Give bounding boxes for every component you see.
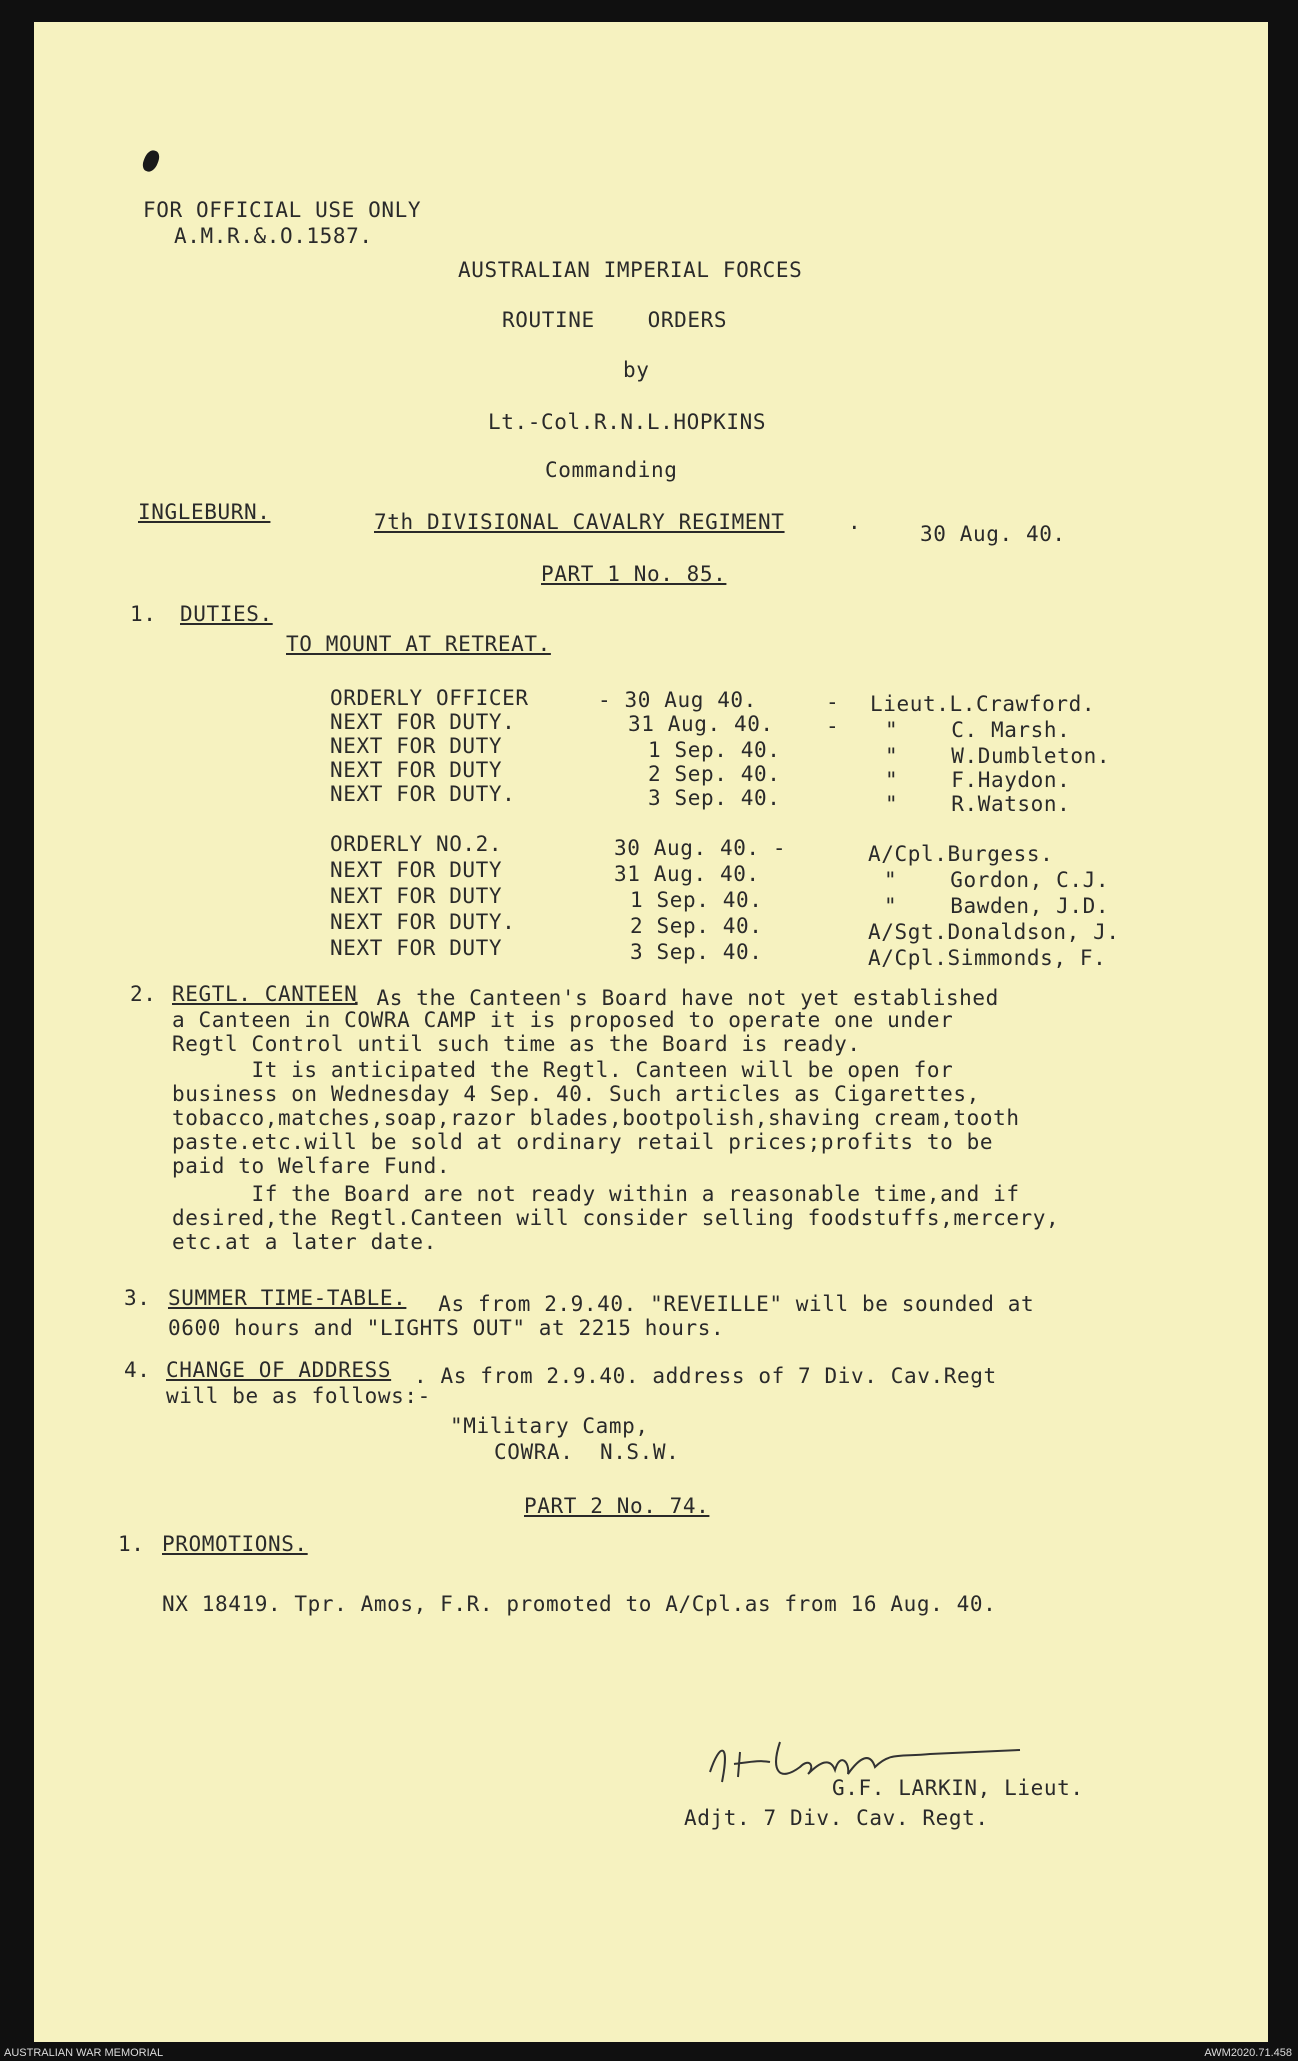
- canteen-line: business on Wednesday 4 Sep. 40. Such articles as Cigarettes,: [172, 1082, 980, 1106]
- archive-reference: AWM2020.71.458: [1204, 2047, 1292, 2059]
- duties-number: 1.: [130, 602, 157, 626]
- orderly-role: ORDERLY NO.2.: [330, 832, 503, 856]
- classification: FOR OFFICIAL USE ONLY: [143, 198, 422, 222]
- period: .: [848, 510, 862, 534]
- officer-date: 31 Aug. 40.: [628, 712, 774, 736]
- summer-line: As from 2.9.40. "REVEILLE" will be sounded at: [425, 1292, 1035, 1316]
- officer-name: " C. Marsh.: [885, 718, 1071, 742]
- address-number: 4.: [124, 1358, 151, 1382]
- canteen-line: a Canteen in COWRA CAMP it is proposed to operate one under: [172, 1008, 954, 1032]
- orderly-role: NEXT FOR DUTY: [330, 884, 503, 908]
- orderly-date: 1 Sep. 40.: [630, 888, 763, 912]
- part2-heading: PART 2 No. 74.: [524, 1494, 710, 1518]
- summer-number: 3.: [124, 1286, 151, 1310]
- officer-name: " R.Watson.: [885, 792, 1071, 816]
- orderly-date: 30 Aug. 40. -: [614, 836, 787, 860]
- officer-role: NEXT FOR DUTY.: [330, 710, 516, 734]
- officer-date: - 30 Aug 40.: [598, 688, 757, 712]
- address-line: will be as follows:-: [166, 1384, 431, 1408]
- summer-line: 0600 hours and "LIGHTS OUT" at 2215 hours.: [168, 1316, 725, 1340]
- promotion-entry: NX 18419. Tpr. Amos, F.R. promoted to A/Cpl.as from 16 Aug. 40.: [162, 1592, 997, 1616]
- canteen-line: . As the Canteen's Board have not yet established: [350, 986, 999, 1010]
- officer-date: 3 Sep. 40.: [648, 786, 781, 810]
- unit-name: 7th DIVISIONAL CAVALRY REGIMENT: [374, 510, 785, 534]
- canteen-line: etc.at a later date.: [172, 1230, 437, 1254]
- location: INGLEBURN.: [138, 500, 271, 524]
- officer-dash: -: [826, 690, 840, 714]
- canteen-title: REGTL. CANTEEN: [172, 982, 358, 1006]
- canteen-line: desired,the Regtl.Canteen will consider selling foodstuffs,mercery,: [172, 1206, 1060, 1230]
- orderly-date: 3 Sep. 40.: [630, 940, 763, 964]
- canteen-line: paste.etc.will be sold at ordinary retail prices;profits to be: [172, 1130, 994, 1154]
- address-line: "Military Camp,: [450, 1414, 649, 1438]
- officer-name: " F.Haydon.: [885, 768, 1071, 792]
- orderly-name: " Bawden, J.D.: [884, 894, 1110, 918]
- part1-heading: PART 1 No. 85.: [541, 562, 727, 586]
- orderly-name: A/Sgt.Donaldson, J.: [868, 920, 1120, 944]
- orderly-name: " Gordon, C.J.: [884, 868, 1110, 892]
- archive-credit: AUSTRALIAN WAR MEMORIAL: [4, 2047, 164, 2059]
- canteen-number: 2.: [130, 982, 157, 1006]
- officer-role: NEXT FOR DUTY: [330, 758, 503, 782]
- order-date: 30 Aug. 40.: [920, 522, 1066, 546]
- orderly-role: NEXT FOR DUTY: [330, 936, 503, 960]
- canteen-line: If the Board are not ready within a reasonable time,and if: [172, 1182, 1020, 1206]
- officer-name: Lieut.L.Crawford.: [870, 692, 1096, 716]
- commanding-label: Commanding: [545, 458, 678, 482]
- document-title: ROUTINE ORDERS: [502, 308, 728, 332]
- canteen-line: tobacco,matches,soap,razor blades,bootpolish,shaving cream,tooth: [172, 1106, 1020, 1130]
- organization-title: AUSTRALIAN IMPERIAL FORCES: [458, 258, 803, 282]
- orderly-name: A/Cpl.Burgess.: [868, 842, 1054, 866]
- reference-number: A.M.R.&.O.1587.: [174, 224, 373, 248]
- orderly-date: 31 Aug. 40.: [614, 862, 760, 886]
- officer-name: " W.Dumbleton.: [885, 744, 1111, 768]
- address-line: . As from 2.9.40. address of 7 Div. Cav.Regt: [414, 1364, 997, 1388]
- signatory-position: Adjt. 7 Div. Cav. Regt.: [684, 1806, 989, 1830]
- officer-role: ORDERLY OFFICER: [330, 686, 529, 710]
- canteen-line: paid to Welfare Fund.: [172, 1154, 451, 1178]
- orderly-name: A/Cpl.Simmonds, F.: [868, 946, 1107, 970]
- summer-title: SUMMER TIME-TABLE.: [168, 1286, 407, 1310]
- by-line: by: [623, 358, 650, 382]
- retreat-title: TO MOUNT AT RETREAT.: [286, 632, 551, 656]
- officer-role: NEXT FOR DUTY: [330, 734, 503, 758]
- signatory-name: G.F. LARKIN, Lieut.: [832, 1776, 1084, 1800]
- duties-title: DUTIES.: [180, 602, 273, 626]
- address-title: CHANGE OF ADDRESS: [166, 1358, 392, 1382]
- officer-date: 1 Sep. 40.: [648, 738, 781, 762]
- orderly-role: NEXT FOR DUTY.: [330, 910, 516, 934]
- orderly-date: 2 Sep. 40.: [630, 914, 763, 938]
- address-line: COWRA. N.S.W.: [494, 1440, 680, 1464]
- orderly-role: NEXT FOR DUTY: [330, 858, 503, 882]
- canteen-line: It is anticipated the Regtl. Canteen will be open for: [172, 1058, 954, 1082]
- canteen-line: Regtl Control until such time as the Board is ready.: [172, 1032, 861, 1056]
- promotions-number: 1.: [118, 1532, 145, 1556]
- promotions-title: PROMOTIONS.: [162, 1532, 308, 1556]
- commander: Lt.-Col.R.N.L.HOPKINS: [488, 410, 767, 434]
- officer-role: NEXT FOR DUTY.: [330, 782, 516, 806]
- officer-date: 2 Sep. 40.: [648, 762, 781, 786]
- officer-dash: -: [826, 714, 840, 738]
